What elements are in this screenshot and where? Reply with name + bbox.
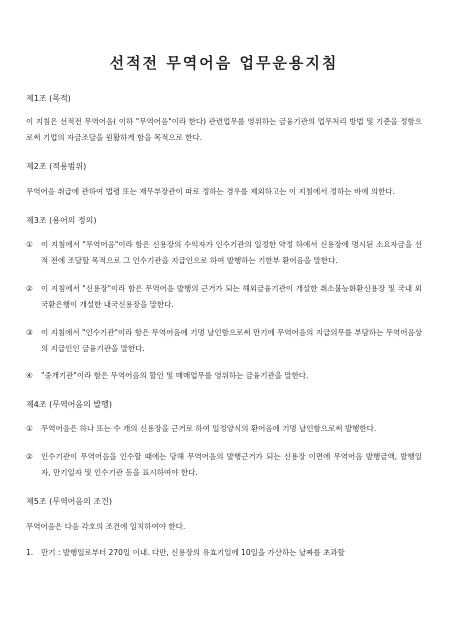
item-text: 이 지침에서 "신용장"이라 함은 무역어음 발행의 근거가 되는 해외금융기관이 개설한 취소불능화환신용장 및 국내 외국환은행이 개설한 내국신용장을 말한다. <box>41 284 422 309</box>
article-1-paragraph: 이 지침은 선적전 무역어음( 이하 "무역어음"이라 한다) 관련업무를 영위하는 금융기관의 업무처리 방법 및 기준을 정함으로써 기업의 자금조달을 원활하게 함을 목적으로 한다. <box>26 117 422 142</box>
article-4-item-2 <box>26 449 422 481</box>
item-text: 무역어음은 하나 또는 수 개의 신용장을 근거로 하여 일정양식의 환어음에 기명 날인함으로써 발행한다. <box>41 424 377 433</box>
article-2-heading: 제2조 (적용범위) <box>26 162 87 171</box>
article-2-paragraph: 무역어음 취급에 관하여 법령 또는 재무부장관이 따로 정하는 경우를 제외하고는 이 지침에서 정하는 바에 의한다. <box>26 187 396 196</box>
article-3-item-1 <box>26 237 422 269</box>
item-number: ① <box>26 240 33 249</box>
article-3-item-3 <box>26 325 422 357</box>
article-4-heading: 제4조 (무역어음의 발행) <box>26 400 112 409</box>
article-3-heading: 제3조 (용어의 정의) <box>26 216 97 225</box>
article-5-paragraph: 무역어음은 다음 각호의 조건에 일치하여야 한다. <box>26 522 186 531</box>
item-text: "중개기관"이라 함은 무역어음의 할인 및 매매업무를 영위하는 금융기관을 말한다. <box>41 371 309 380</box>
article-5-item-1 <box>26 545 422 561</box>
item-text: 인수기관이 무역어음을 인수할 때에는 당해 무역어음의 발행근거가 되는 신용장 이면에 무역어음 발행금액, 발행일자, 만기일자 및 인수기관 등을 표시하여야 한다. <box>41 452 422 477</box>
item-number: 1. <box>26 548 34 557</box>
item-text: 만기 : 발행일로부터 270일 이내. 다만, 신용장의 유효기일에 10일을 가산하는 날짜를 초과할 <box>41 548 345 557</box>
item-number: ② <box>26 452 33 461</box>
article-1-heading: 제1조 (목적) <box>26 94 71 103</box>
item-number: ② <box>26 284 33 293</box>
document-title: 선적전 무역어음 업무운용지침 <box>109 54 339 72</box>
article-3-item-4 <box>26 368 422 384</box>
article-4-item-1 <box>26 421 422 437</box>
item-number: ① <box>26 424 33 433</box>
item-text: 이 지침에서 "무역어음"이라 함은 신용장의 수익자가 인수기관의 일정한 약정 하에서 신용장에 명시된 소요자금을 선적 전에 조달할 목적으로 그 인수기관을 지급인으로 하여 발행하는 기한부 환어음을 말한다. <box>41 240 422 265</box>
article-5-heading: 제5조 (무역어음의 조건) <box>26 497 112 506</box>
item-text: 이 지침에서 "인수기관"이라 함은 무역어음에 기명 날인함으로써 만기에 무역어음의 지급의무를 부담하는 무역어음상의 지급인인 금융기관을 말한다. <box>41 328 422 353</box>
item-number: ③ <box>26 328 33 337</box>
article-3-item-2 <box>26 281 422 313</box>
item-number: ④ <box>26 371 33 380</box>
